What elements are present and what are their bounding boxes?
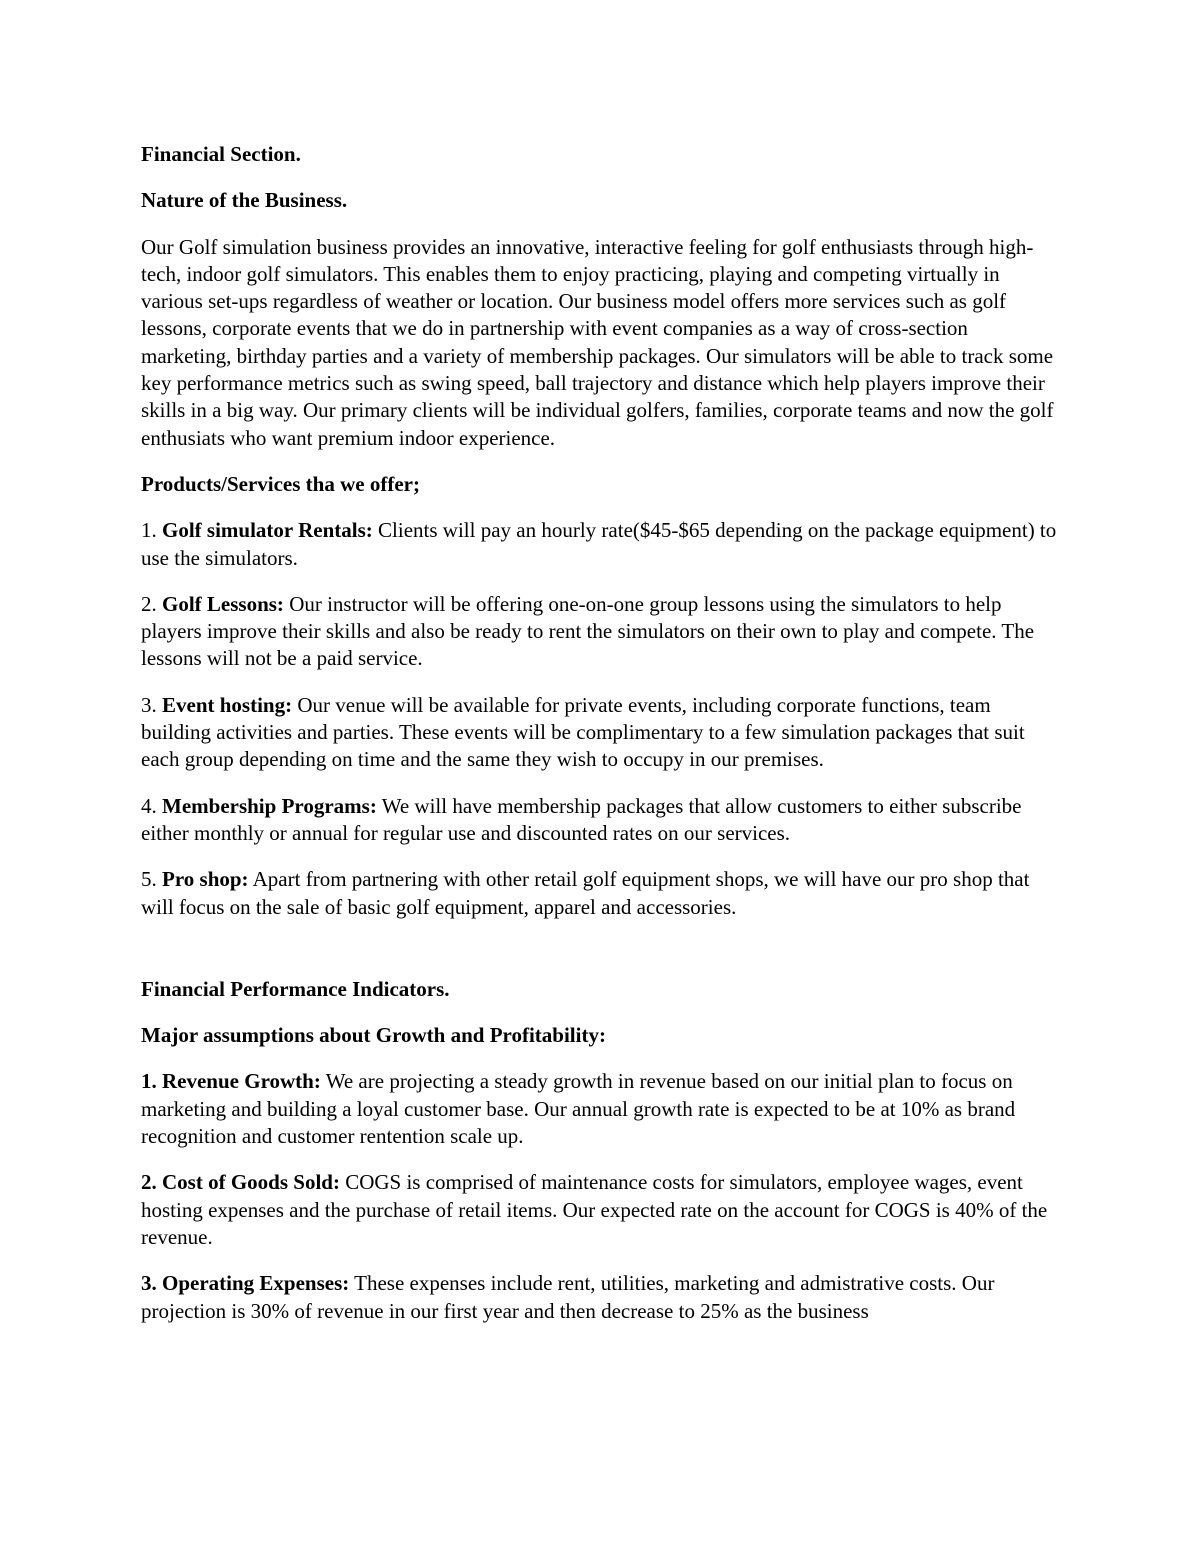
- nature-paragraph: Our Golf simulation business provides an innovative, interactive feeling for golf enthusiasts through high-tech, indoor golf simulators. This enables them to enjoy practicing, playing and competing virtually in various set-ups regardless of weather or location. Our business model offers more services such as golf lessons, corporate events that we do in partnership with event companies as a way of cross-section marketing, birthday parties and a variety of membership packages. Our simulators will be able to track some key performance metrics such as swing speed, ball trajectory and distance which help players improve their skills in a big way. Our primary clients will be individual golfers, families, corporate teams and now the golf enthusiats who want premium indoor experience.: [141, 234, 1054, 450]
- product-item-events: [141, 692, 1061, 774]
- product-item-lessons: [141, 591, 1061, 673]
- section-spacer: [141, 940, 1061, 976]
- product-description: Our instructor will be offering one-on-one group lessons using the simulators to help players improve their skills and also be ready to rent the simulators on their own to play and compete. The lessons will not be a paid service.: [141, 591, 1035, 671]
- product-description: We will have membership packages that allow customers to either subscribe either monthly or annual for regular use and discounted rates on our services.: [141, 793, 1022, 845]
- assumption-term: Operating Expenses:: [162, 1271, 350, 1296]
- product-description: Our venue will be available for private events, including corporate functions, team building activities and parties. These events will be complimentary to a few simulation packages that suit each group depending on time and the same they wish to occupy in our premises.: [141, 692, 1025, 772]
- assumption-description: COGS is comprised of maintenance costs for simulators, employee wages, event hosting expenses and the purchase of retail items. Our expected rate on the account for COGS is 40% of the revenue.: [141, 1170, 1048, 1249]
- assumption-item-opex: [141, 1270, 1061, 1325]
- list-number: 3.: [141, 1271, 157, 1296]
- product-term: Event hosting:: [162, 692, 293, 717]
- nature-heading: Nature of the Business.: [141, 188, 348, 213]
- product-term: Membership Programs:: [162, 793, 377, 818]
- product-term: Golf Lessons:: [162, 591, 284, 616]
- document-page: [141, 141, 1061, 1344]
- list-number: 1.: [141, 1069, 157, 1094]
- product-term: Golf simulator Rentals:: [162, 518, 373, 543]
- assumption-term: Revenue Growth:: [162, 1069, 321, 1094]
- list-number: 3.: [141, 692, 157, 717]
- product-item-membership: [141, 793, 1061, 848]
- assumptions-heading: Major assumptions about Growth and Profitability:: [141, 1023, 606, 1048]
- document-title: Financial Section.: [141, 142, 301, 166]
- assumption-description: These expenses include rent, utilities, marketing and admistrative costs. Our projection is 30% of revenue in our first year and then decrease to 25% as the business: [141, 1271, 995, 1323]
- assumption-description: We are projecting a steady growth in revenue based on our initial plan to focus on marketing and building a loyal customer base. Our annual growth rate is expected to be at 10% as brand recognition and customer rentention scale up.: [141, 1069, 1016, 1149]
- assumption-term: Cost of Goods Sold:: [162, 1170, 340, 1195]
- products-heading: Products/Services tha we offer;: [141, 471, 420, 496]
- product-description: Clients will pay an hourly rate($45-$65 depending on the package equipment) to use the simulators.: [141, 518, 1057, 570]
- product-item-rentals: [141, 517, 1061, 572]
- assumption-item-cogs: [141, 1169, 1061, 1251]
- product-description: Apart from partnering with other retail golf equipment shops, we will have our pro shop that will focus on the sale of basic golf equipment, apparel and accessories.: [141, 867, 1030, 919]
- list-number: 2.: [141, 1170, 157, 1195]
- product-item-pro-shop: [141, 866, 1061, 921]
- list-number: 4.: [141, 793, 157, 818]
- product-term: Pro shop:: [162, 867, 249, 892]
- fpi-heading: Financial Performance Indicators.: [141, 976, 450, 1001]
- list-number: 2.: [141, 591, 157, 616]
- list-number: 1.: [141, 518, 157, 543]
- list-number: 5.: [141, 867, 157, 892]
- assumption-item-revenue: [141, 1068, 1061, 1150]
